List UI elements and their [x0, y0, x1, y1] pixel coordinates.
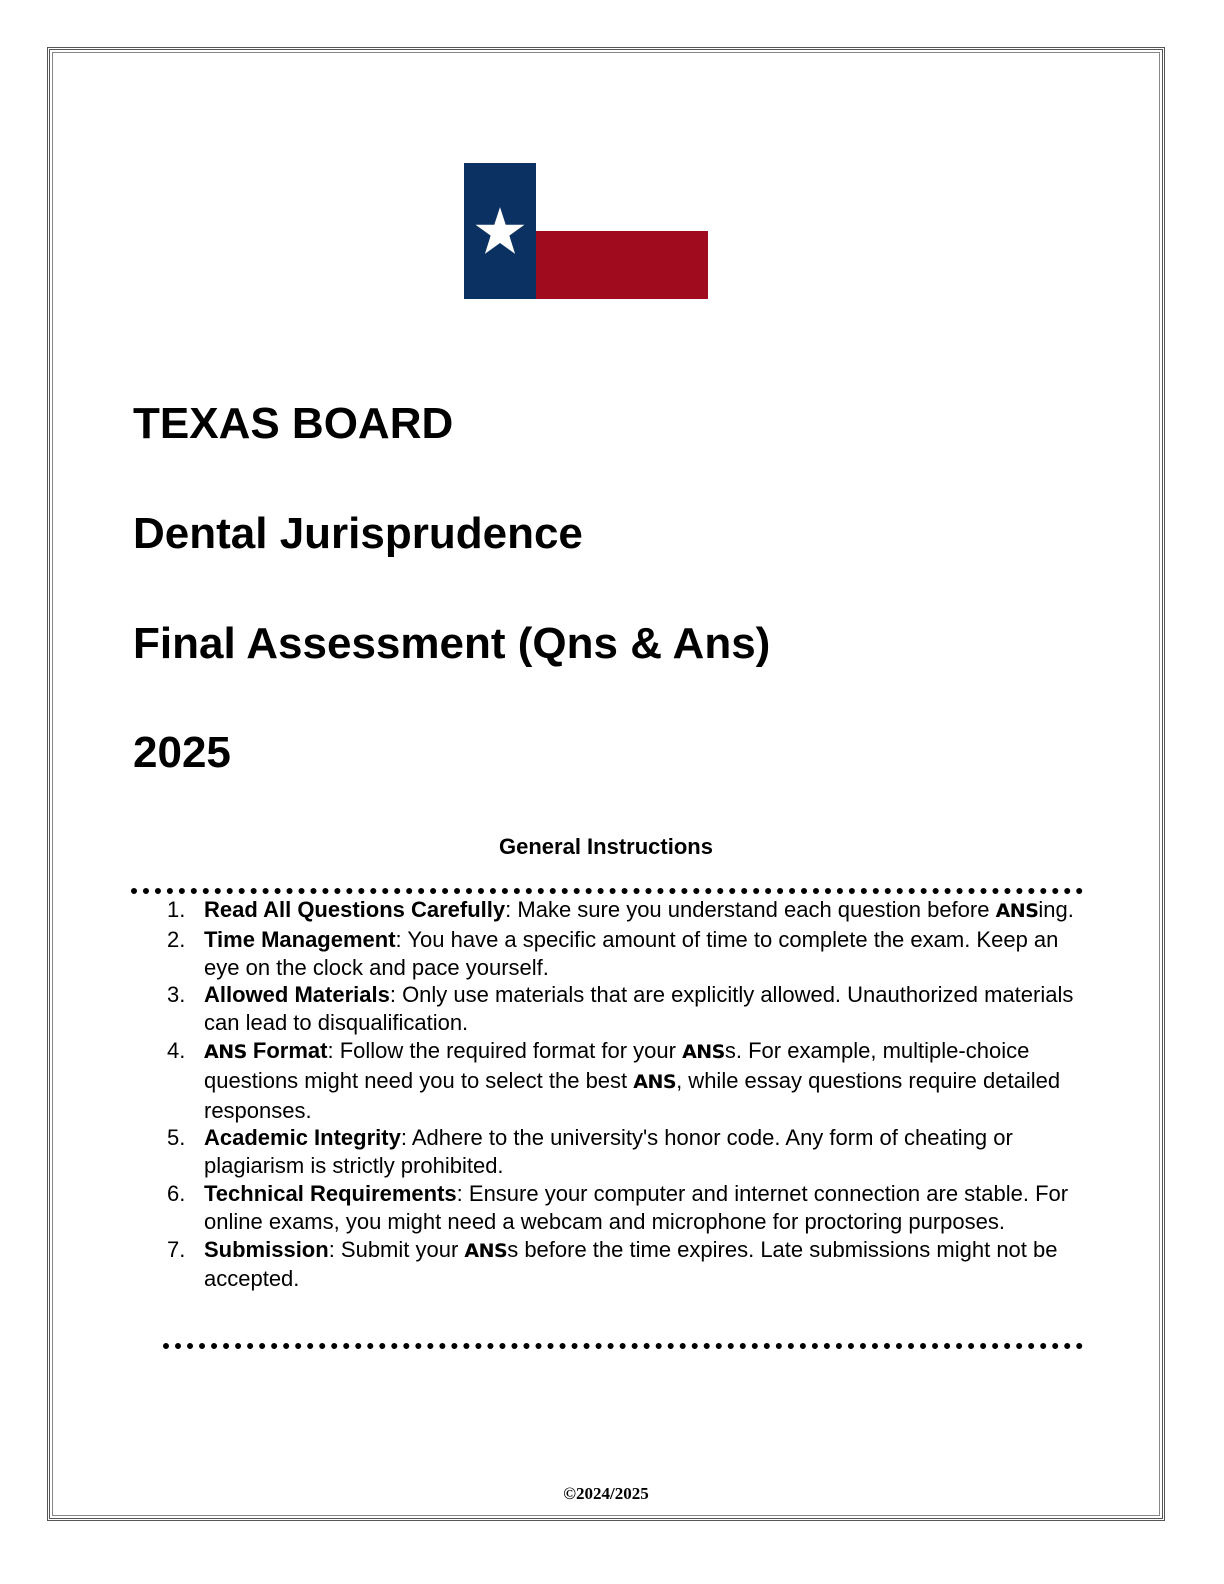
item-text: : You have a specific amount of time to complete the exam. Keep an eye on the clock and pace yourself.	[204, 926, 1059, 980]
list-item	[163, 981, 1093, 1037]
ans-abbrev: ANS	[633, 1070, 677, 1093]
title-board: TEXAS BOARD	[133, 399, 454, 448]
item-label: Read All Questions Carefully	[204, 897, 506, 922]
item-number: 4.	[167, 1037, 186, 1063]
title-subject: Dental Jurisprudence	[133, 509, 583, 558]
item-text: : Ensure your computer and internet connection are stable. For online exams, you might need a webcam and microphone for proctoring purposes.	[204, 1180, 1069, 1234]
item-text: ing.	[1038, 897, 1074, 922]
list-item	[163, 896, 1093, 926]
item-number: 2.	[167, 926, 186, 952]
instructions-heading: General Instructions	[499, 834, 713, 859]
flag-white-band	[536, 163, 708, 231]
item-label: Allowed Materials	[204, 982, 390, 1008]
list-item	[163, 1037, 1093, 1124]
list-item	[163, 926, 1093, 982]
item-number: 6.	[167, 1180, 186, 1206]
ans-abbrev: ANS	[204, 1040, 247, 1063]
item-text: : Make sure you understand each question before	[505, 897, 996, 922]
item-label: Time Management	[204, 926, 396, 952]
item-text: , while essay questions require detailed responses.	[204, 1067, 1061, 1123]
item-number: 5.	[167, 1125, 186, 1151]
title-assessment: Final Assessment (Qns & Ans)	[133, 619, 771, 668]
list-item	[163, 1180, 1093, 1236]
item-label: Format	[246, 1037, 328, 1063]
dotted-divider-top	[131, 888, 1083, 894]
item-label: Academic Integrity	[204, 1125, 401, 1151]
ans-abbrev: ANS	[464, 1239, 508, 1262]
item-number: 1.	[167, 897, 186, 922]
instructions-list	[163, 896, 1093, 1293]
star-icon	[474, 205, 526, 257]
list-item	[163, 1124, 1093, 1180]
item-text: s. For example, multiple-choice questions might need you to select the best	[204, 1037, 1030, 1093]
item-number: 7.	[167, 1236, 186, 1262]
item-text: : Submit your	[328, 1236, 465, 1262]
ans-abbrev: ANS	[995, 900, 1039, 922]
title-year: 2025	[133, 728, 231, 777]
dotted-divider-bottom	[163, 1343, 1083, 1349]
item-text: : Adhere to the university's honor code. Any form of cheating or plagiarism is strictly prohibited.	[204, 1125, 1013, 1179]
flag-red-band	[536, 231, 708, 299]
list-item	[163, 1236, 1093, 1294]
item-text: : Only use materials that are explicitly allowed. Unauthorized materials can lead to disqualification.	[204, 982, 1074, 1036]
ans-abbrev: ANS	[682, 1040, 725, 1063]
item-text: s before the time expires. Late submissions might not be accepted.	[204, 1236, 1058, 1292]
item-number: 3.	[167, 982, 186, 1008]
item-text: : Follow the required format for your	[327, 1037, 683, 1063]
texas-flag-icon	[464, 163, 708, 299]
copyright-footer: ©2024/2025	[563, 1484, 649, 1503]
item-label: Submission	[204, 1236, 329, 1262]
item-label: Technical Requirements	[204, 1180, 457, 1206]
